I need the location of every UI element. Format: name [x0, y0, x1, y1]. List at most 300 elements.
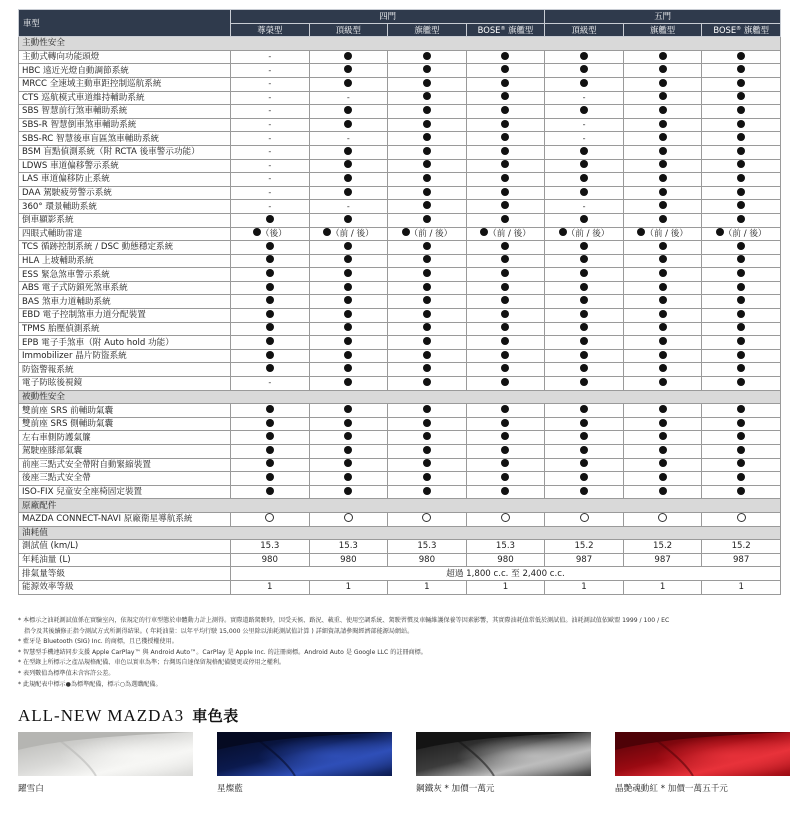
spec-value	[545, 118, 624, 132]
spec-value	[466, 295, 545, 309]
spec-value	[545, 281, 624, 295]
standard-dot	[344, 405, 352, 413]
table-row	[19, 254, 781, 268]
spec-value	[623, 485, 702, 499]
spec-value	[623, 445, 702, 459]
spec-value	[545, 472, 624, 486]
standard-dot	[501, 351, 509, 359]
spec-value	[702, 268, 781, 282]
standard-dot	[580, 147, 588, 155]
color-name-3: 鋼鐵灰 * 加價一萬元	[416, 784, 495, 794]
standard-dot	[266, 269, 274, 277]
standard-dot	[266, 446, 274, 454]
spec-value	[623, 377, 702, 391]
standard-dot	[659, 160, 667, 168]
spec-value	[623, 77, 702, 91]
standard-dot	[423, 147, 431, 155]
spec-value	[388, 91, 467, 105]
spec-value	[309, 404, 388, 418]
table-row	[19, 227, 781, 241]
spec-value	[231, 458, 310, 472]
table-row	[19, 336, 781, 350]
standard-dot	[737, 405, 745, 413]
spec-value	[545, 417, 624, 431]
spec-value	[623, 241, 702, 255]
standard-dot	[423, 65, 431, 73]
not-available-dash: -	[268, 160, 272, 170]
spec-value	[466, 132, 545, 146]
feature-label: 測試值 (km/L)	[19, 540, 231, 554]
not-available-dash: -	[582, 133, 586, 143]
spec-value	[702, 200, 781, 214]
feature-label: 360° 環景輔助系統	[19, 200, 231, 214]
spec-value: 1	[309, 580, 388, 594]
standard-dot	[659, 283, 667, 291]
table-row	[19, 580, 781, 594]
table-row	[19, 540, 781, 554]
spec-value	[702, 254, 781, 268]
spec-value	[231, 322, 310, 336]
not-available-dash: -	[346, 92, 350, 102]
spec-value	[545, 105, 624, 119]
spec-value	[309, 213, 388, 227]
standard-dot	[737, 242, 745, 250]
standard-dot	[501, 160, 509, 168]
spec-value	[231, 77, 310, 91]
spec-value	[231, 377, 310, 391]
table-header	[19, 10, 781, 37]
spec-value	[623, 281, 702, 295]
spec-value	[702, 173, 781, 187]
spec-value	[466, 64, 545, 78]
spec-value	[545, 241, 624, 255]
spec-value	[466, 404, 545, 418]
table-row	[19, 322, 781, 336]
spec-value	[623, 472, 702, 486]
table-row	[19, 241, 781, 255]
table-row	[19, 281, 781, 295]
spec-value	[466, 445, 545, 459]
spec-value	[623, 132, 702, 146]
standard-dot	[737, 133, 745, 141]
spec-value	[702, 431, 781, 445]
spec-value	[702, 118, 781, 132]
feature-label: EBD 電子控制煞車力道分配裝置	[19, 309, 231, 323]
standard-dot	[659, 296, 667, 304]
table-body	[19, 37, 781, 594]
standard-dot	[737, 188, 745, 196]
standard-dot	[659, 378, 667, 386]
spec-value	[388, 445, 467, 459]
spec-value	[388, 404, 467, 418]
spec-value	[388, 281, 467, 295]
standard-dot	[266, 473, 274, 481]
spec-value	[623, 159, 702, 173]
standard-dot	[501, 242, 509, 250]
spec-value	[231, 186, 310, 200]
feature-label: 雙前座 SRS 側輔助氣囊	[19, 417, 231, 431]
spec-value	[702, 309, 781, 323]
standard-dot	[580, 283, 588, 291]
standard-dot	[659, 459, 667, 467]
standard-dot	[737, 255, 745, 263]
spec-value	[702, 241, 781, 255]
feature-label: 後座三點式安全帶	[19, 472, 231, 486]
spec-value	[545, 309, 624, 323]
standard-dot	[501, 337, 509, 345]
spec-value	[545, 173, 624, 187]
spec-value	[623, 173, 702, 187]
standard-dot	[737, 473, 745, 481]
spec-value	[388, 118, 467, 132]
feature-label: 能源效率等級	[19, 580, 231, 594]
spec-value	[309, 417, 388, 431]
standard-dot	[659, 351, 667, 359]
standard-dot	[737, 364, 745, 372]
spec-value	[388, 363, 467, 377]
standard-dot	[344, 310, 352, 318]
optional-circle	[737, 513, 746, 522]
spec-value: 1	[623, 580, 702, 594]
feature-label: TPMS 胎壓偵測系統	[19, 322, 231, 336]
standard-dot	[501, 459, 509, 467]
spec-value	[388, 322, 467, 336]
spec-value	[309, 281, 388, 295]
not-available-dash: -	[268, 188, 272, 198]
spec-value: 1	[388, 580, 467, 594]
spec-value	[388, 431, 467, 445]
spec-value	[623, 512, 702, 526]
spec-value	[545, 254, 624, 268]
standard-dot	[580, 487, 588, 495]
spec-value	[702, 186, 781, 200]
standard-dot	[737, 120, 745, 128]
table-row	[19, 431, 781, 445]
standard-dot	[659, 120, 667, 128]
spec-value	[545, 159, 624, 173]
spec-value	[231, 118, 310, 132]
spec-value	[702, 159, 781, 173]
standard-dot	[580, 310, 588, 318]
table-row	[19, 567, 781, 581]
table-row	[19, 77, 781, 91]
feature-label: 年耗油量 (L)	[19, 553, 231, 567]
standard-dot	[580, 446, 588, 454]
standard-dot	[716, 228, 724, 236]
standard-dot	[423, 201, 431, 209]
optional-circle	[501, 513, 510, 522]
standard-dot	[501, 133, 509, 141]
spec-value	[388, 512, 467, 526]
spec-table	[18, 9, 781, 595]
standard-dot	[659, 419, 667, 427]
standard-dot	[266, 432, 274, 440]
trim-header: 頂級型	[309, 23, 388, 37]
standard-dot	[423, 405, 431, 413]
feature-label: HLA 上坡輔助系統	[19, 254, 231, 268]
standard-dot	[737, 378, 745, 386]
table-row	[19, 145, 781, 159]
standard-dot	[659, 364, 667, 372]
standard-dot	[423, 351, 431, 359]
spec-value	[388, 254, 467, 268]
optional-circle	[580, 513, 589, 522]
spec-value	[466, 472, 545, 486]
spec-value	[702, 64, 781, 78]
spec-value	[231, 173, 310, 187]
spec-value	[388, 105, 467, 119]
feature-label: TCS 循跡控制系統 / DSC 動態穩定系統	[19, 241, 231, 255]
standard-dot	[344, 323, 352, 331]
standard-dot	[501, 120, 509, 128]
standard-dot	[737, 92, 745, 100]
table-row	[19, 377, 781, 391]
feature-label: 倒車顯影系統	[19, 213, 231, 227]
not-available-dash: -	[268, 120, 272, 130]
spec-value	[702, 472, 781, 486]
standard-dot	[423, 52, 431, 60]
spec-value	[623, 91, 702, 105]
spec-value	[545, 132, 624, 146]
standard-dot	[501, 487, 509, 495]
spec-value	[231, 431, 310, 445]
model-header: 車型	[19, 10, 231, 37]
spec-value	[309, 431, 388, 445]
spec-value	[702, 404, 781, 418]
standard-dot	[737, 160, 745, 168]
table-row	[19, 200, 781, 214]
spec-value	[466, 512, 545, 526]
standard-dot	[344, 174, 352, 182]
standard-dot	[423, 174, 431, 182]
standard-dot	[344, 106, 352, 114]
table-row	[19, 485, 781, 499]
footnote: * 表列數值為標準值未含容許公差。	[18, 669, 115, 677]
section-label: 主動性安全	[19, 37, 781, 51]
standard-dot	[737, 215, 745, 223]
spec-value	[388, 186, 467, 200]
spec-value	[309, 295, 388, 309]
spec-value	[309, 91, 388, 105]
merged-value: 超過 1,800 c.c. 至 2,400 c.c.	[231, 567, 781, 581]
spec-value	[231, 254, 310, 268]
spec-value	[702, 336, 781, 350]
spec-value	[388, 336, 467, 350]
standard-dot	[423, 337, 431, 345]
spec-value	[309, 309, 388, 323]
spec-value	[466, 77, 545, 91]
spec-value	[466, 241, 545, 255]
standard-dot	[659, 133, 667, 141]
standard-dot	[344, 188, 352, 196]
spec-value	[466, 377, 545, 391]
spec-value	[231, 132, 310, 146]
standard-dot	[344, 337, 352, 345]
color-name-4: 晶艷魂動紅 * 加價一萬五千元	[615, 784, 728, 794]
spec-value	[466, 105, 545, 119]
spec-value: 987	[545, 553, 624, 567]
spec-value	[309, 173, 388, 187]
standard-dot	[737, 323, 745, 331]
standard-dot	[501, 432, 509, 440]
spec-value	[545, 349, 624, 363]
standard-dot	[580, 351, 588, 359]
spec-value	[466, 173, 545, 187]
spec-value	[231, 349, 310, 363]
standard-dot	[659, 310, 667, 318]
footnote: 指令及其後續修正指令測試方式所測得結果。( 年耗油量：以年平均行駛 15,000 公里除以油耗測試值計算 ) 詳細資訊請參閱經濟部能源局網站。	[24, 627, 414, 635]
spec-value	[231, 417, 310, 431]
spec-value: 1	[702, 580, 781, 594]
table-row	[19, 472, 781, 486]
feature-label: 防盜警報系統	[19, 363, 231, 377]
spec-value	[702, 363, 781, 377]
spec-value	[702, 417, 781, 431]
table-row	[19, 349, 781, 363]
spec-value	[702, 105, 781, 119]
footnote: * 在型錄上所標示之產品規格配備、車色以實車為準；台灣馬自達保留規格配備變更或停用之權利。	[18, 659, 286, 667]
standard-dot	[737, 52, 745, 60]
standard-dot	[344, 242, 352, 250]
standard-dot	[266, 487, 274, 495]
spec-value	[545, 336, 624, 350]
not-available-dash: -	[346, 133, 350, 143]
spec-value	[388, 77, 467, 91]
standard-dot	[344, 378, 352, 386]
spec-value	[623, 458, 702, 472]
standard-dot	[266, 419, 274, 427]
standard-dot	[423, 269, 431, 277]
spec-value	[702, 512, 781, 526]
feature-label: HBC 遠近光燈自動調節系統	[19, 64, 231, 78]
standard-dot	[580, 174, 588, 182]
optional-circle	[344, 513, 353, 522]
spec-value	[466, 186, 545, 200]
table-row	[19, 363, 781, 377]
footnote: * 藍牙是 Bluetooth (SIG) Inc. 的商標，且已獲授權使用。	[18, 638, 178, 646]
standard-dot	[737, 337, 745, 345]
spec-value	[545, 91, 624, 105]
feature-label: LDWS 車道偏移警示系統	[19, 159, 231, 173]
standard-dot	[344, 487, 352, 495]
standard-dot	[423, 215, 431, 223]
standard-dot	[580, 419, 588, 427]
spec-value	[466, 458, 545, 472]
feature-label: 排氣量等級	[19, 567, 231, 581]
spec-value	[702, 295, 781, 309]
spec-value	[623, 254, 702, 268]
standard-dot	[501, 52, 509, 60]
standard-dot	[344, 446, 352, 454]
spec-value: 15.2	[702, 540, 781, 554]
spec-value	[388, 145, 467, 159]
standard-dot	[501, 188, 509, 196]
spec-value	[309, 145, 388, 159]
standard-dot	[580, 378, 588, 386]
spec-value	[231, 200, 310, 214]
standard-dot	[344, 65, 352, 73]
spec-value	[466, 213, 545, 227]
standard-dot	[423, 310, 431, 318]
spec-value: 987	[702, 553, 781, 567]
standard-dot	[423, 133, 431, 141]
standard-dot	[501, 65, 509, 73]
color-swatch-3	[416, 732, 591, 776]
spec-value: 1	[545, 580, 624, 594]
standard-dot	[344, 364, 352, 372]
spec-value	[388, 213, 467, 227]
spec-value	[309, 485, 388, 499]
spec-value	[231, 363, 310, 377]
trim-header: 旗艦型	[388, 23, 467, 37]
spec-value	[545, 200, 624, 214]
standard-dot	[501, 446, 509, 454]
table-row	[19, 132, 781, 146]
spec-value	[623, 64, 702, 78]
standard-dot	[580, 215, 588, 223]
standard-dot	[344, 120, 352, 128]
standard-dot	[423, 364, 431, 372]
spec-value	[623, 295, 702, 309]
spec-value: 1	[466, 580, 545, 594]
standard-dot	[737, 310, 745, 318]
spec-value	[545, 77, 624, 91]
spec-value	[545, 377, 624, 391]
spec-value	[231, 281, 310, 295]
standard-dot	[659, 432, 667, 440]
standard-dot	[501, 201, 509, 209]
feature-label: ESS 緊急煞車警示系統	[19, 268, 231, 282]
standard-dot	[737, 351, 745, 359]
standard-dot	[737, 269, 745, 277]
standard-dot	[637, 228, 645, 236]
spec-value	[545, 322, 624, 336]
spec-value	[702, 77, 781, 91]
standard-dot	[737, 487, 745, 495]
spec-value	[231, 50, 310, 64]
spec-value	[466, 485, 545, 499]
footnotes	[18, 616, 788, 690]
standard-dot	[423, 160, 431, 168]
color-title-label: 車色表	[192, 707, 239, 725]
spec-value: 15.2	[545, 540, 624, 554]
not-available-dash: -	[268, 147, 272, 157]
spec-value	[231, 512, 310, 526]
spec-value	[309, 336, 388, 350]
spec-value	[388, 173, 467, 187]
standard-dot	[501, 419, 509, 427]
feature-label: SBS-R 智慧倒車煞車輔助系統	[19, 118, 231, 132]
standard-dot	[344, 459, 352, 467]
color-name-1: 躍雪白	[18, 784, 44, 794]
feature-label: DAA 駕駛疲勞警示系統	[19, 186, 231, 200]
spec-value	[466, 159, 545, 173]
section-label: 原廠配件	[19, 499, 781, 513]
standard-dot	[423, 419, 431, 427]
spec-value	[623, 200, 702, 214]
spec-value	[623, 404, 702, 418]
standard-dot	[737, 79, 745, 87]
feature-label: Immobilizer 晶片防盜系統	[19, 349, 231, 363]
spec-value	[309, 472, 388, 486]
feature-label: EPB 電子手煞車（附 Auto hold 功能）	[19, 336, 231, 350]
group-header-4door: 四門	[231, 10, 545, 24]
spec-value: 980	[231, 553, 310, 567]
standard-dot	[737, 65, 745, 73]
standard-dot	[344, 255, 352, 263]
not-available-dash: -	[582, 92, 586, 102]
spec-value	[231, 445, 310, 459]
